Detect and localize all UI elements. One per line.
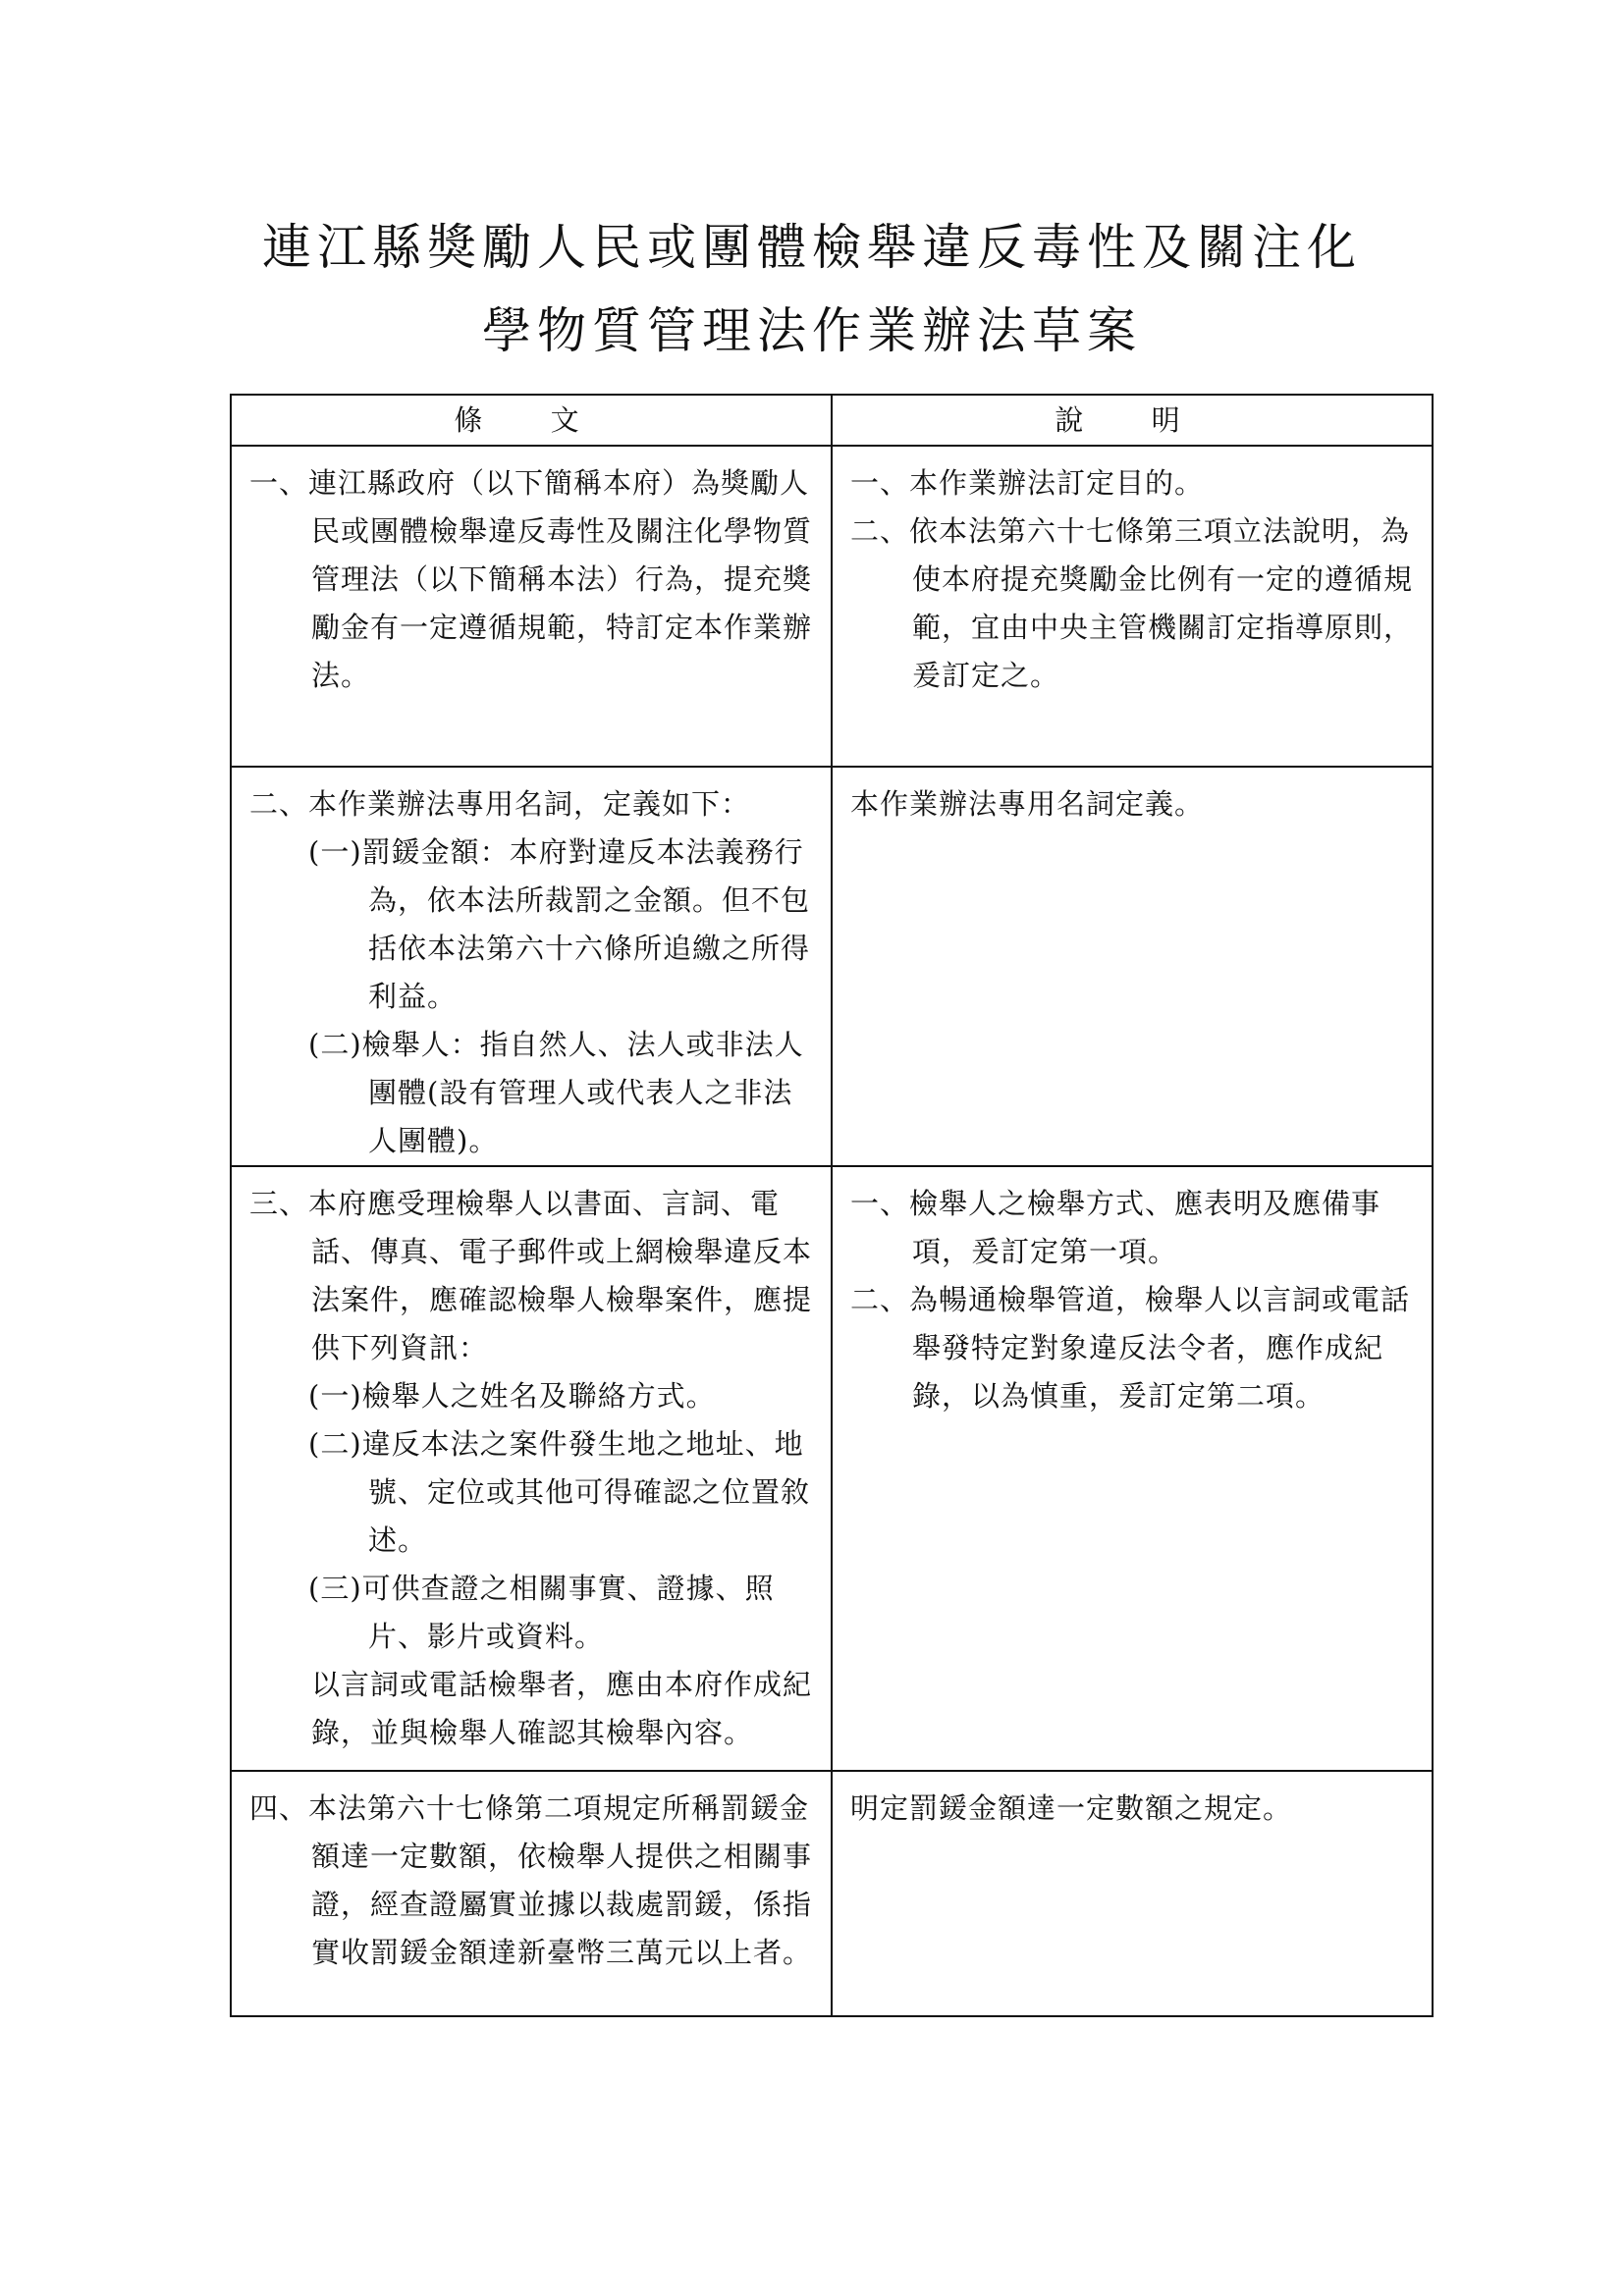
explanation-text: 二、依本法第六十七條第三項立法說明，為使本府提充獎勵金比例有一定的遵循規範，宜由中央主管機關訂定指導原則，爰訂定之。: [850, 514, 1414, 692]
header-article: 條 文: [231, 395, 832, 446]
explanation-cell: [832, 1771, 1433, 2016]
explanation-cell: [832, 767, 1433, 1166]
article-text: 一、連江縣政府（以下簡稱本府）為獎勵人民或團體檢舉違反毒性及關注化學物質管理法（以下簡稱本法）行為，提充獎勵金有一定遵循規範，特訂定本作業辦法。: [249, 466, 813, 692]
article-paragraph: 以言詞或電話檢舉者，應由本府作成紀錄，並與檢舉人確認其檢舉內容。: [311, 1668, 813, 1749]
article-subitem: (一)罰鍰金額：本府對違反本法義務行為，依本法所裁罰之金額。但不包括依本法第六十六條所追繳之所得利益。: [308, 835, 811, 1013]
article-explanation-table: [230, 394, 1434, 2017]
explanation-text: 明定罰鍰金額達一定數額之規定。: [850, 1791, 1293, 1825]
explanation-cell: [832, 446, 1433, 767]
table-row: [231, 446, 1433, 767]
article-subitem: (二)檢舉人：指自然人、法人或非法人團體(設有管理人或代表人之非法人團體)。: [308, 1028, 804, 1157]
article-cell: [231, 446, 832, 767]
article-cell: [231, 1166, 832, 1771]
header-explanation: 說 明: [832, 395, 1433, 446]
article-subitem: (一)檢舉人之姓名及聯絡方式。: [308, 1379, 716, 1413]
table-row: [231, 1166, 1433, 1771]
explanation-cell: [832, 1166, 1433, 1771]
document-title-line-2: 學物質管理法作業辦法草案: [482, 302, 1142, 359]
explanation-text: 二、為暢通檢舉管道，檢舉人以言詞或電話舉發特定對象違反法令者，應作成紀錄，以為慎重，爰訂定第二項。: [850, 1283, 1411, 1413]
explanation-text: 一、檢舉人之檢舉方式、應表明及應備事項，爰訂定第一項。: [850, 1187, 1381, 1268]
document-title-line-1: 連江縣獎勵人民或團體檢舉違反毒性及關注化: [262, 219, 1362, 276]
article-subitem: (三)可供查證之相關事實、證據、照片、影片或資料。: [308, 1572, 775, 1653]
explanation-text: 一、本作業辦法訂定目的。: [850, 466, 1205, 500]
explanation-text: 本作業辦法專用名詞定義。: [850, 787, 1205, 821]
table-header-row: [231, 395, 1433, 446]
table-row: [231, 1771, 1433, 2016]
article-cell: [231, 767, 832, 1166]
article-text: 四、本法第六十七條第二項規定所稱罰鍰金額達一定數額，依檢舉人提供之相關事證，經查證屬實並據以裁處罰鍰，係指實收罰鍰金額達新臺幣三萬元以上者。: [249, 1791, 813, 1969]
article-subitem: (二)違反本法之案件發生地之地址、地號、定位或其他可得確認之位置敘述。: [308, 1427, 811, 1557]
table-row: [231, 767, 1433, 1166]
article-text: 三、本府應受理檢舉人以書面、言詞、電話、傳真、電子郵件或上網檢舉違反本法案件，應確認檢舉人檢舉案件，應提供下列資訊：: [249, 1187, 813, 1364]
article-cell: [231, 1771, 832, 2016]
article-text: 二、本作業辦法專用名詞，定義如下：: [249, 787, 751, 821]
